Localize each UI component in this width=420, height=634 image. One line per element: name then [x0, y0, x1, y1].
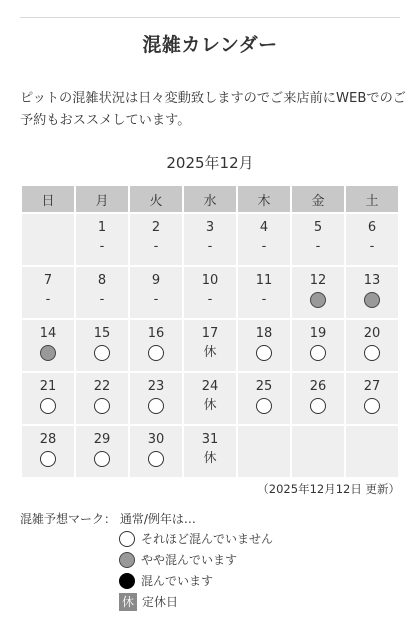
- calendar-week-row: [22, 426, 398, 477]
- no-forecast-mark: [76, 291, 128, 309]
- top-divider: [20, 17, 400, 18]
- congestion-mark: [238, 344, 290, 362]
- open-circle-icon: [256, 345, 272, 361]
- day-number: 4: [259, 220, 269, 235]
- gray-circle-icon: [119, 552, 135, 568]
- calendar-empty-cell: [292, 426, 344, 477]
- weekday-header: 日: [22, 186, 74, 212]
- calendar-day-cell: [130, 267, 182, 318]
- day-number: 20: [363, 326, 381, 341]
- legend-label: 混んでいます: [141, 574, 214, 588]
- calendar-day-cell: [184, 320, 236, 371]
- calendar-day-cell: [184, 426, 236, 477]
- legend-item-busy: [119, 570, 273, 591]
- day-number: 2: [151, 220, 161, 235]
- no-forecast-mark: [292, 238, 344, 256]
- day-number: 26: [309, 379, 327, 394]
- calendar-day-cell: [130, 426, 182, 477]
- calendar-day-cell: [346, 373, 398, 424]
- no-forecast-mark: [346, 238, 398, 256]
- no-forecast-mark: [238, 291, 290, 309]
- holiday-text: 休: [203, 398, 217, 413]
- holiday-text: 休: [203, 345, 217, 360]
- open-circle-icon: [148, 398, 164, 414]
- dash-text: -: [99, 239, 105, 254]
- dash-text: -: [315, 239, 321, 254]
- day-number: 1: [97, 220, 107, 235]
- congestion-mark: [346, 291, 398, 309]
- day-number: 8: [97, 273, 107, 288]
- day-number: 18: [255, 326, 273, 341]
- gray-circle-icon: [364, 292, 380, 308]
- dash-text: -: [153, 292, 159, 307]
- congestion-mark: [130, 450, 182, 468]
- dash-text: -: [207, 239, 213, 254]
- congestion-mark: [130, 344, 182, 362]
- weekday-header-row: [22, 186, 398, 212]
- holiday-text: 休: [203, 451, 217, 466]
- calendar-day-cell: [76, 320, 128, 371]
- calendar-day-cell: [238, 267, 290, 318]
- calendar-week-row: [22, 373, 398, 424]
- calendar-day-cell: [238, 214, 290, 265]
- calendar-empty-cell: [346, 426, 398, 477]
- calendar-body: [22, 214, 398, 477]
- open-circle-icon: [364, 398, 380, 414]
- no-forecast-mark: [184, 238, 236, 256]
- legend: [119, 528, 273, 612]
- congestion-mark: [76, 397, 128, 415]
- day-number: 16: [147, 326, 165, 341]
- open-circle-icon: [40, 398, 56, 414]
- calendar-day-cell: [292, 267, 344, 318]
- calendar-day-cell: [22, 426, 74, 477]
- open-circle-icon: [94, 398, 110, 414]
- no-forecast-mark: [76, 238, 128, 256]
- calendar-week-row: [22, 267, 398, 318]
- congestion-mark: [238, 397, 290, 415]
- calendar-day-cell: [76, 214, 128, 265]
- dash-text: -: [369, 239, 375, 254]
- calendar-day-cell: [76, 426, 128, 477]
- calendar-day-cell: [346, 214, 398, 265]
- calendar-empty-cell: [22, 214, 74, 265]
- calendar-week-row: [22, 214, 398, 265]
- day-number: 9: [151, 273, 161, 288]
- day-number: 27: [363, 379, 381, 394]
- calendar-empty-cell: [238, 426, 290, 477]
- congestion-mark: [292, 291, 344, 309]
- open-circle-icon: [40, 451, 56, 467]
- day-number: 15: [93, 326, 111, 341]
- dash-text: -: [261, 239, 267, 254]
- calendar-day-cell: [292, 373, 344, 424]
- day-number: 12: [309, 273, 327, 288]
- day-number: 10: [201, 273, 219, 288]
- gray-circle-icon: [310, 292, 326, 308]
- holiday-mark: [184, 397, 236, 415]
- congestion-mark: [130, 397, 182, 415]
- legend-item-holiday: [119, 591, 273, 612]
- no-forecast-mark: [22, 291, 74, 309]
- open-circle-icon: [119, 531, 135, 547]
- calendar-day-cell: [238, 320, 290, 371]
- congestion-mark: [346, 397, 398, 415]
- no-forecast-mark: [130, 238, 182, 256]
- open-circle-icon: [310, 345, 326, 361]
- day-number: 11: [255, 273, 273, 288]
- calendar-day-cell: [184, 267, 236, 318]
- day-number: 29: [93, 432, 111, 447]
- weekday-header: 火: [130, 186, 182, 212]
- calendar-day-cell: [76, 373, 128, 424]
- gray-circle-icon: [40, 345, 56, 361]
- legend-label: やや混んでいます: [141, 553, 238, 567]
- open-circle-icon: [256, 398, 272, 414]
- day-number: 28: [39, 432, 57, 447]
- day-number: 31: [201, 432, 219, 447]
- congestion-mark: [292, 397, 344, 415]
- congestion-calendar: [20, 184, 400, 479]
- open-circle-icon: [148, 345, 164, 361]
- page-title: 混雑カレンダー: [142, 34, 278, 56]
- calendar-day-cell: [346, 267, 398, 318]
- legend-item-moderate: [119, 549, 273, 570]
- weekday-header: 木: [238, 186, 290, 212]
- weekday-header: 金: [292, 186, 344, 212]
- month-heading: 2025年12月: [166, 154, 254, 172]
- black-circle-icon: [119, 573, 135, 589]
- legend-heading: 混雑予想マーク： 通常/例年は…: [20, 512, 196, 526]
- day-number: 17: [201, 326, 219, 341]
- congestion-mark: [346, 344, 398, 362]
- day-number: 7: [43, 273, 53, 288]
- calendar-day-cell: [346, 320, 398, 371]
- dash-text: -: [45, 292, 51, 307]
- calendar-day-cell: [22, 373, 74, 424]
- legend-item-open: [119, 528, 273, 549]
- calendar-day-cell: [22, 320, 74, 371]
- day-number: 30: [147, 432, 165, 447]
- calendar-day-cell: [130, 214, 182, 265]
- open-circle-icon: [310, 398, 326, 414]
- legend-label: それほど混んでいません: [141, 532, 274, 546]
- legend-label: 定休日: [142, 595, 179, 609]
- open-circle-icon: [148, 451, 164, 467]
- day-number: 3: [205, 220, 215, 235]
- open-circle-icon: [364, 345, 380, 361]
- weekday-header: 月: [76, 186, 128, 212]
- holiday-mark: [184, 344, 236, 362]
- congestion-mark: [76, 344, 128, 362]
- day-number: 22: [93, 379, 111, 394]
- calendar-day-cell: [184, 214, 236, 265]
- day-number: 23: [147, 379, 165, 394]
- updated-timestamp: （2025年12月12日 更新）: [257, 482, 400, 496]
- intro-text: ピットの混雑状況は日々変動致しますのでご来店前にWEBでのご予約もおススメしています。: [20, 91, 406, 128]
- calendar-day-cell: [22, 267, 74, 318]
- day-number: 6: [367, 220, 377, 235]
- congestion-mark: [22, 397, 74, 415]
- congestion-mark: [76, 450, 128, 468]
- calendar-day-cell: [292, 320, 344, 371]
- congestion-mark: [22, 344, 74, 362]
- open-circle-icon: [94, 451, 110, 467]
- open-circle-icon: [94, 345, 110, 361]
- calendar-day-cell: [292, 214, 344, 265]
- dash-text: -: [99, 292, 105, 307]
- calendar-day-cell: [130, 320, 182, 371]
- holiday-box-icon: 休: [119, 593, 137, 611]
- day-number: 25: [255, 379, 273, 394]
- no-forecast-mark: [184, 291, 236, 309]
- day-number: 19: [309, 326, 327, 341]
- weekday-header: 土: [346, 186, 398, 212]
- weekday-header: 水: [184, 186, 236, 212]
- day-number: 13: [363, 273, 381, 288]
- calendar-week-row: [22, 320, 398, 371]
- dash-text: -: [153, 239, 159, 254]
- congestion-mark: [292, 344, 344, 362]
- day-number: 5: [313, 220, 323, 235]
- calendar-day-cell: [130, 373, 182, 424]
- day-number: 21: [39, 379, 57, 394]
- holiday-mark: [184, 450, 236, 468]
- no-forecast-mark: [130, 291, 182, 309]
- day-number: 24: [201, 379, 219, 394]
- dash-text: -: [207, 292, 213, 307]
- calendar-day-cell: [76, 267, 128, 318]
- calendar-day-cell: [238, 373, 290, 424]
- day-number: 14: [39, 326, 57, 341]
- no-forecast-mark: [238, 238, 290, 256]
- calendar-day-cell: [184, 373, 236, 424]
- congestion-mark: [22, 450, 74, 468]
- dash-text: -: [261, 292, 267, 307]
